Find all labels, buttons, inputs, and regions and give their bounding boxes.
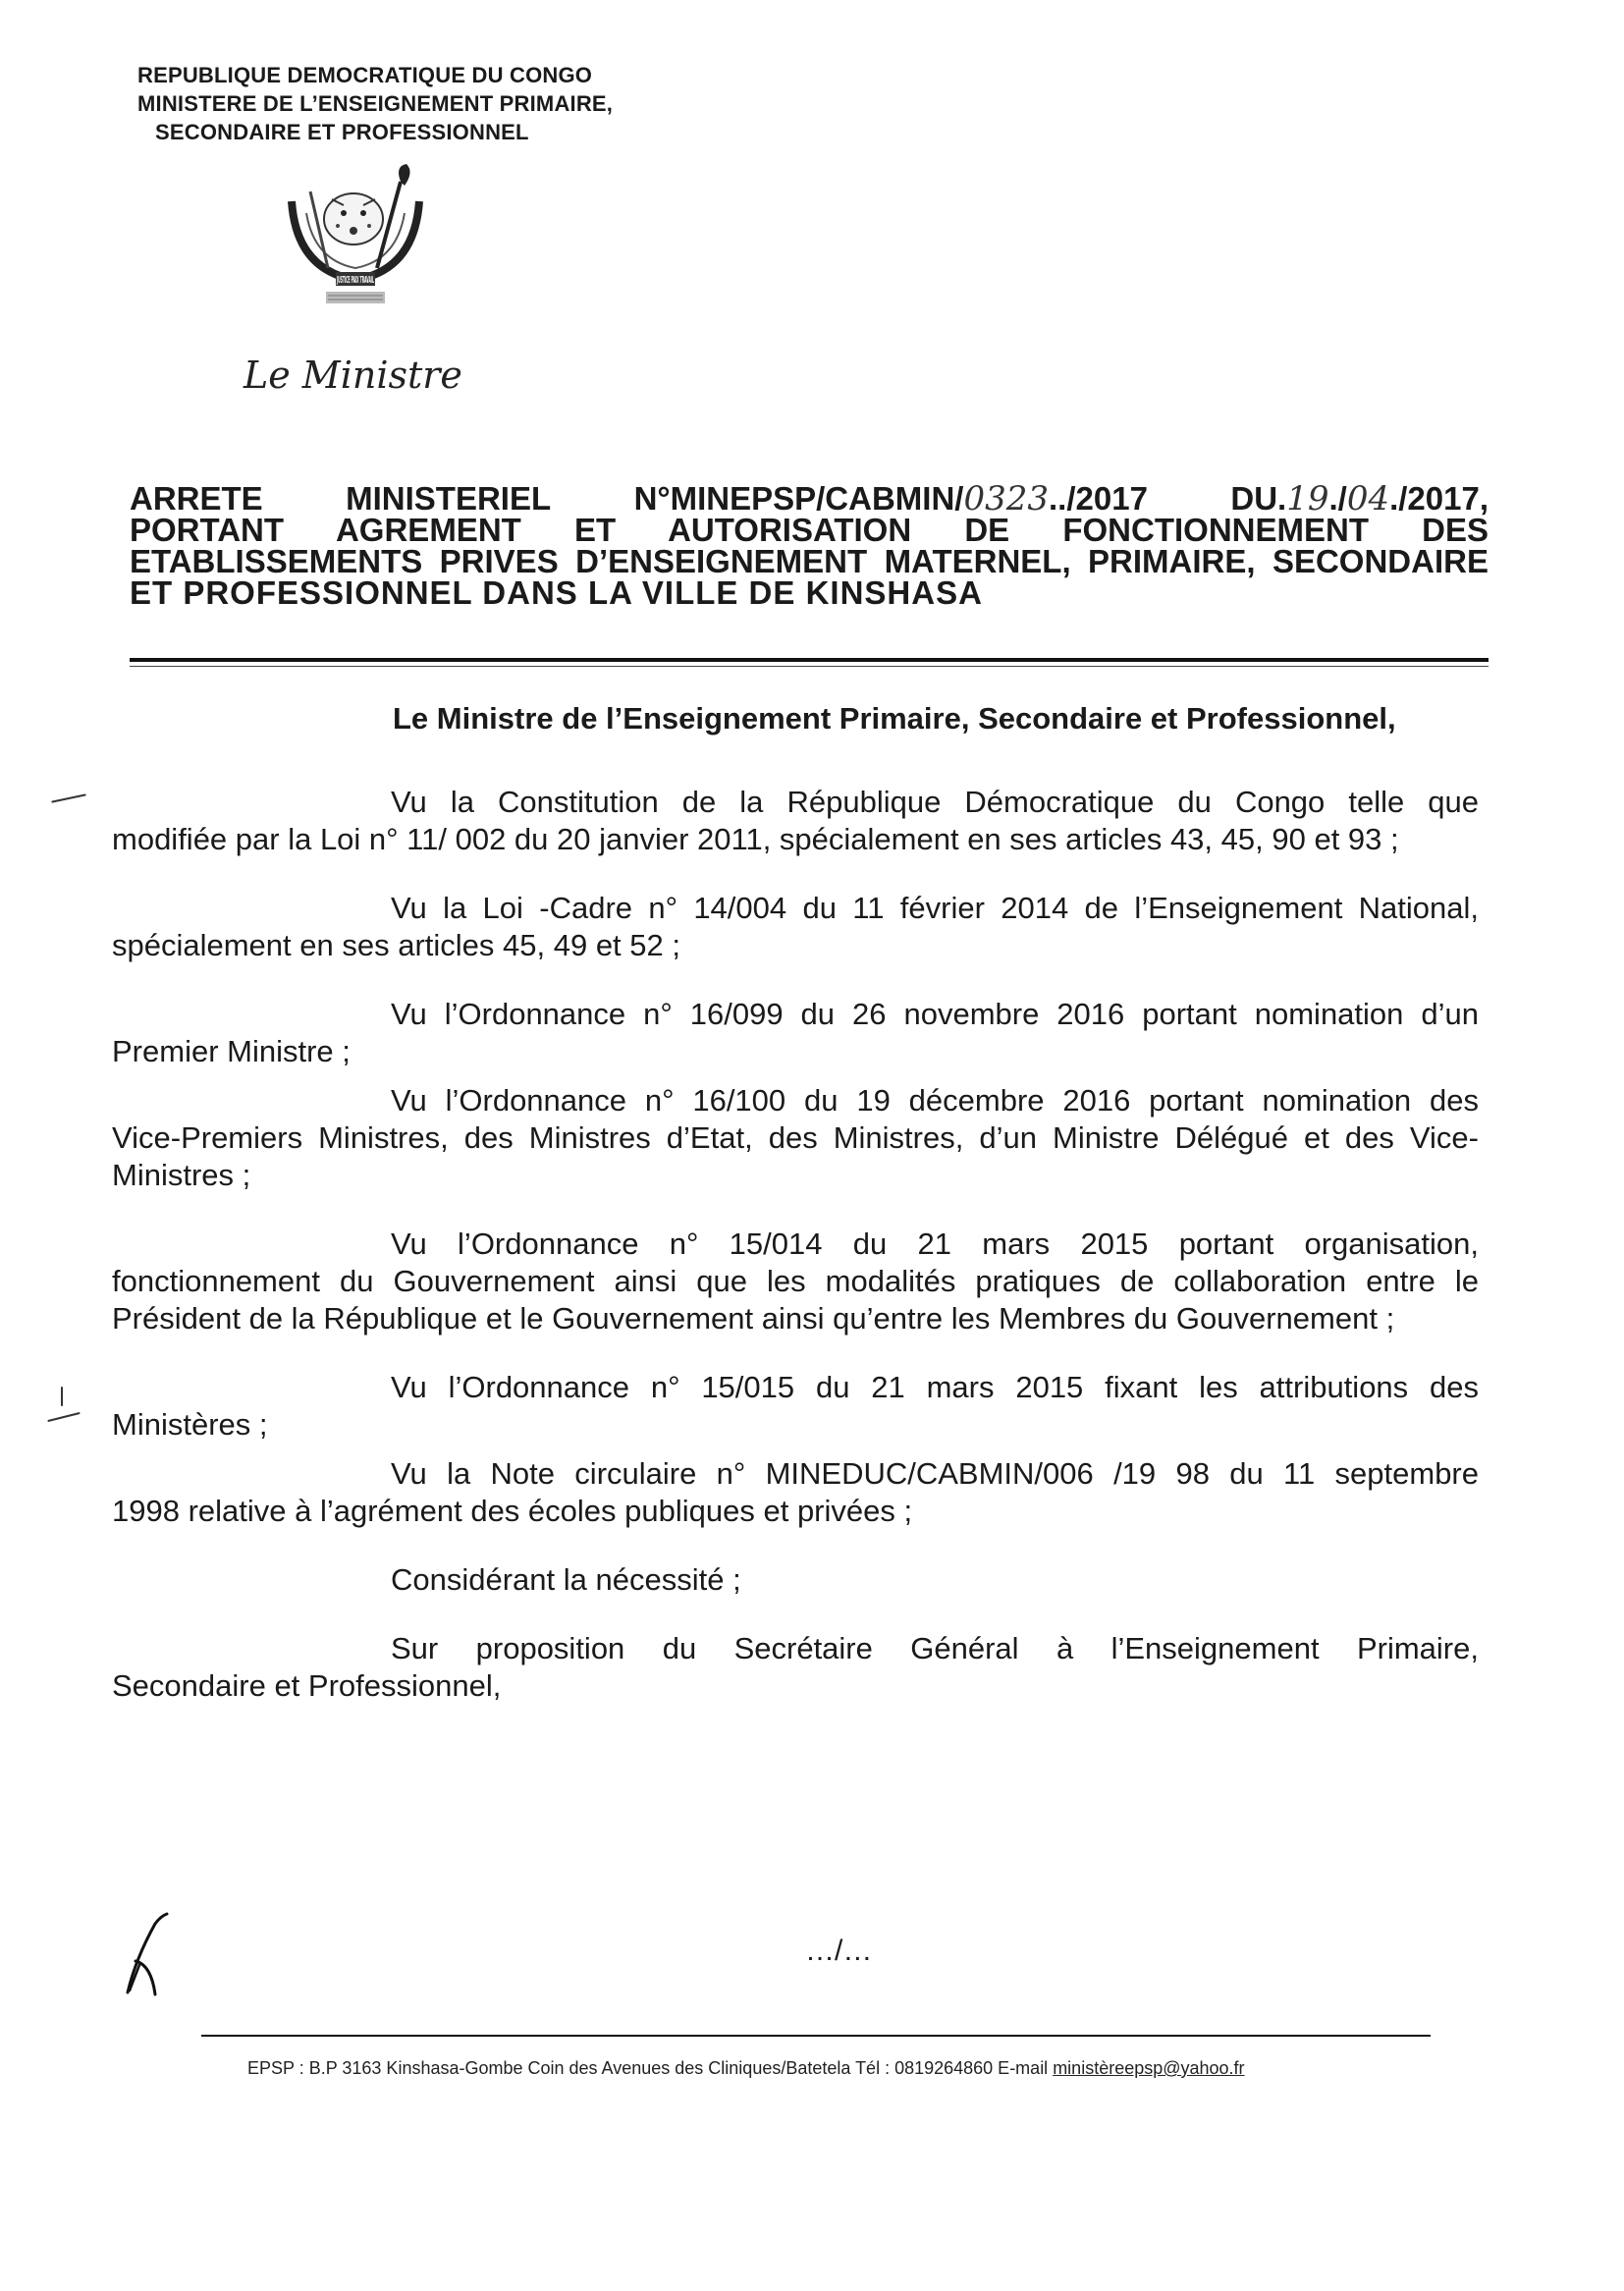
decree-title-line1	[130, 479, 1489, 518]
preamble-paragraph: Considérant la nécessité ;	[391, 1562, 741, 1597]
decree-reference: N°MINEPSP/CABMIN/0323../2017	[633, 479, 1148, 518]
footer	[247, 2058, 1245, 2079]
letterhead-ministry: MINISTERE DE L’ENSEIGNEMENT PRIMAIRE,	[137, 91, 614, 116]
footer-email: ministèreepsp@yahoo.fr	[1053, 2058, 1245, 2078]
preamble-paragraph: Vu l’Ordonnance n° 15/015 du 21 mars 2015 fixant les attributions des Ministères ;	[112, 1370, 1479, 1442]
decree-title	[130, 479, 1489, 611]
letterhead-ministry-cont: SECONDAIRE ET PROFESSIONNEL	[155, 120, 529, 144]
handwritten-date-day: 19	[1286, 479, 1329, 518]
preamble-paragraph: Vu l’Ordonnance n° 16/100 du 19 décembre 2016 portant nomination des Vice-Premiers Ministres, des Ministres d’Etat, des Ministres, d’un Ministre Délégué et des Vice-Ministres ;	[112, 1083, 1479, 1192]
initials-signature	[122, 1910, 181, 1998]
decree-word-arrete: ARRETE	[130, 480, 263, 517]
preamble-paragraph: Vu la Note circulaire n° MINEDUC/CABMIN/006 /19 98 du 11 septembre 1998 relative à l’agrément des écoles publiques et privées ;	[112, 1456, 1479, 1528]
signatory-title: Le Ministre	[244, 354, 462, 397]
preamble-paragraph: Sur proposition du Secrétaire Général à l’Enseignement Primaire, Secondaire et Professionnel,	[112, 1631, 1479, 1703]
emblem-motto: JUSTICE PAIX TRAVAIL	[336, 275, 375, 286]
title-rule-thin	[130, 666, 1489, 667]
decree-word-ministeriel: MINISTERIEL	[346, 480, 552, 517]
preamble-paragraph: Vu l’Ordonnance n° 15/014 du 21 mars 2015 portant organisation, fonctionnement du Gouvernement ainsi que les modalités pratiques de collaboration entre le Président de la République et le Gouvernement ainsi qu’entre les Membres du Gouvernement ;	[112, 1227, 1479, 1336]
margin-mark	[47, 1412, 80, 1422]
title-rule	[130, 658, 1489, 662]
coat-of-arms-emblem	[267, 162, 444, 309]
decree-date: DU.19./04./2017,	[1230, 479, 1489, 518]
preamble	[112, 784, 1479, 1736]
decree-title-line3: ETABLISSEMENTS PRIVES D’ENSEIGNEMENT MATERNEL, PRIMAIRE, SECONDAIRE	[130, 543, 1489, 579]
margin-mark	[51, 793, 86, 802]
letterhead-country: REPUBLIQUE DEMOCRATIQUE DU CONGO	[137, 63, 593, 87]
handwritten-date-month: 04	[1346, 479, 1390, 518]
decree-title-line4: ET PROFESSIONNEL DANS LA VILLE DE KINSHASA	[130, 574, 983, 611]
preamble-paragraph: Vu l’Ordonnance n° 16/099 du 26 novembre 2016 portant nomination d’un Premier Ministre ;	[112, 997, 1479, 1068]
footer-rule	[201, 2035, 1431, 2037]
preamble-paragraph: Vu la Constitution de la République Démocratique du Congo telle que modifiée par la Loi n° 11/ 002 du 20 janvier 2011, spécialement en ses articles 43, 45, 90 et 93 ;	[112, 785, 1479, 856]
preamble-paragraph: Vu la Loi -Cadre n° 14/004 du 11 février 2014 de l’Enseignement National, spécialement en ses articles 45, 49 et 52 ;	[112, 891, 1479, 962]
margin-mark	[61, 1387, 63, 1406]
handwritten-ref-number: 0323	[963, 479, 1049, 518]
letterhead	[137, 61, 613, 146]
minister-address: Le Ministre de l’Enseignement Primaire, Secondaire et Professionnel,	[393, 701, 1396, 736]
decree-title-line2: PORTANT AGREMENT ET AUTORISATION DE FONCTIONNEMENT DES	[130, 512, 1489, 548]
page-continuation: …/…	[805, 1935, 873, 1967]
footer-contact: EPSP : B.P 3163 Kinshasa-Gombe Coin des Avenues des Cliniques/Batetela Tél : 0819264860 E-mail	[247, 2058, 1054, 2078]
